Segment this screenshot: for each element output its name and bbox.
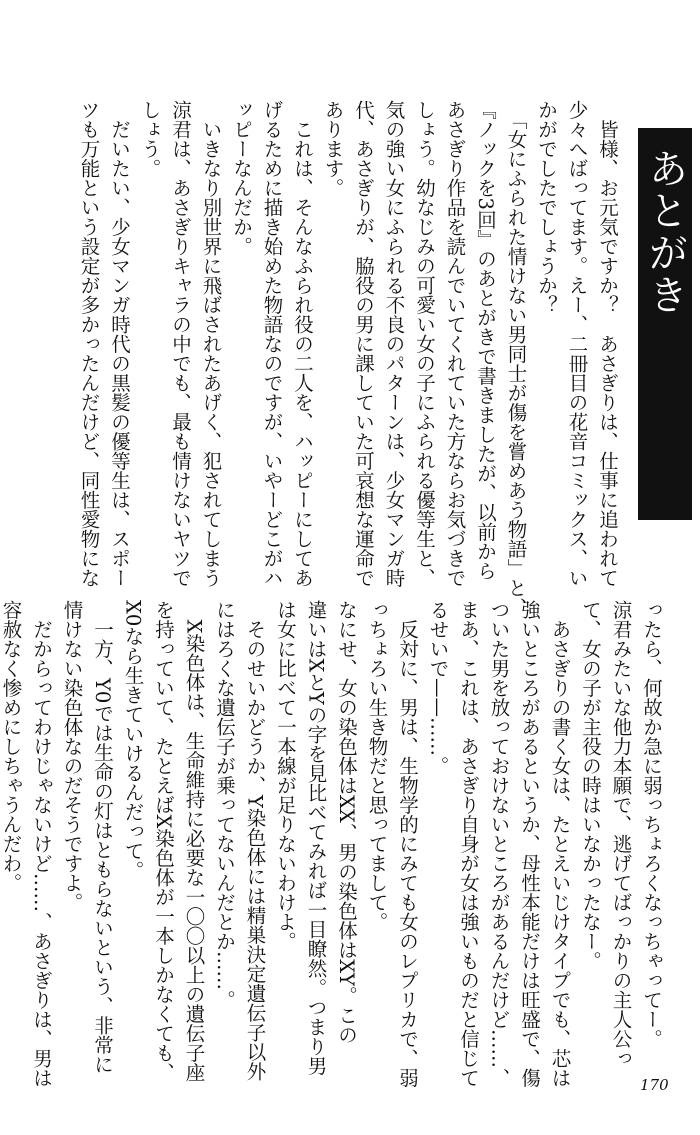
text-line: 一方、Y0では生命の灯はともらないという、非常に <box>91 600 114 1074</box>
text-line: あさぎり作品を読んでいてくれていた方ならお気づきで <box>443 100 467 588</box>
text-line: しょう。 <box>138 100 162 178</box>
text-line: あります。 <box>321 100 345 198</box>
text-line: だいたい、少女マンガ時代の黒髪の優等生は、スポー <box>108 100 131 588</box>
text-line: 反対に、男は、生物学的にみても女のレプリカで、弱 <box>396 600 419 1088</box>
text-line: あさぎりの書く女は、たとえいじけタイプでも、芯は <box>548 600 572 1088</box>
text-line: 違いはXとYの字を見比べてみれば一目瞭然。つまり男 <box>304 600 328 1076</box>
text-line: 情けない染色体なのだそうですよ。 <box>60 600 84 912</box>
page-title: あとがき <box>642 148 688 316</box>
text-line: X0なら生きていけるんだって。 <box>121 600 145 880</box>
text-line: 少々へばってます。えー、二冊目の花音コミックス、い <box>565 100 589 588</box>
text-line: ッピーなんだか。 <box>230 100 253 256</box>
text-line: X染色体は、生命維持に必要な一〇〇以上の遺伝子座 <box>182 600 206 1082</box>
text-line: だからってわけじゃないけど……、あさぎりは、男は <box>30 600 53 1088</box>
text-line: を持っていて、たとえばX染色体が一本しかなくても、 <box>152 600 175 1082</box>
text-line: まあ、これは、あさぎり自身が女は強いものだと信じて <box>457 600 480 1088</box>
text-line: るせいで——……。 <box>426 600 450 776</box>
text-line: て、女の子が主役の時はいなかったなー。 <box>579 600 602 971</box>
text-line: 容赦なく惨めにしちゃうんだわ。 <box>0 600 23 893</box>
text-line: いきなり別世界に飛ばされたあげく、犯されてしまう <box>199 100 223 588</box>
page-number: 170 <box>640 1076 669 1094</box>
title-banner <box>638 128 692 520</box>
text-line: っちょろい生き物だと思ってまして。 <box>365 600 389 932</box>
text-line: ツも万能という設定が多かったんだけど、同性愛物にな <box>77 100 101 588</box>
text-line: 「女にふられた情けない男同士が傷を嘗めあう物語」と、 <box>504 100 528 617</box>
text-line: しょう。幼なじみの可愛い女の子にふられる優等生と、 <box>413 100 436 588</box>
text-line: かがでしたでしょうか？ <box>535 100 558 315</box>
text-line: 涼君みたいな他力本願で、逃げてばっかりの主人公っ <box>609 600 633 1068</box>
text-line: ついた男を放っておけないところがあるんだけど……、 <box>487 600 511 1088</box>
text-line: にはろくな遺伝子が乗ってないんだとか……。 <box>213 600 236 1010</box>
text-line: 強いところがあるというか、母性本能だけは旺盛で、傷 <box>518 600 541 1088</box>
text-line: ったら、何故か急に弱っちょろくなっちゃってー。 <box>640 600 663 1049</box>
text-line: げるために描き始めた物語なのですが、いやーどこがハ <box>260 100 284 588</box>
text-line: なにせ、女の染色体はXX、男の染色体はXY。この <box>335 600 358 1045</box>
text-line: は女に比べて一本線が足りないわけよ。 <box>274 600 297 951</box>
text-line: そのせいかどうか、Y染色体には精巣決定遺伝子以外 <box>243 600 267 1081</box>
top-text-block <box>73 100 622 617</box>
text-line: これは、そんなふられ役の二人を、ハッピーにしてあ <box>291 100 314 588</box>
text-line: 皆様、お元気ですか？ あさぎりは、仕事に追われて <box>596 100 619 588</box>
text-line: 代、あさぎりが、脇役の男に課していた可哀想な運命で <box>352 100 375 588</box>
text-line: 気の強い女にふられる不良のパターンは、少女マンガ時 <box>382 100 406 588</box>
text-line: 涼君は、あさぎりキャラの中でも、最も情けないヤツで <box>169 100 192 588</box>
text-line: 『ノックを3回』のあとがきで書きましたが、以前から <box>474 100 497 581</box>
